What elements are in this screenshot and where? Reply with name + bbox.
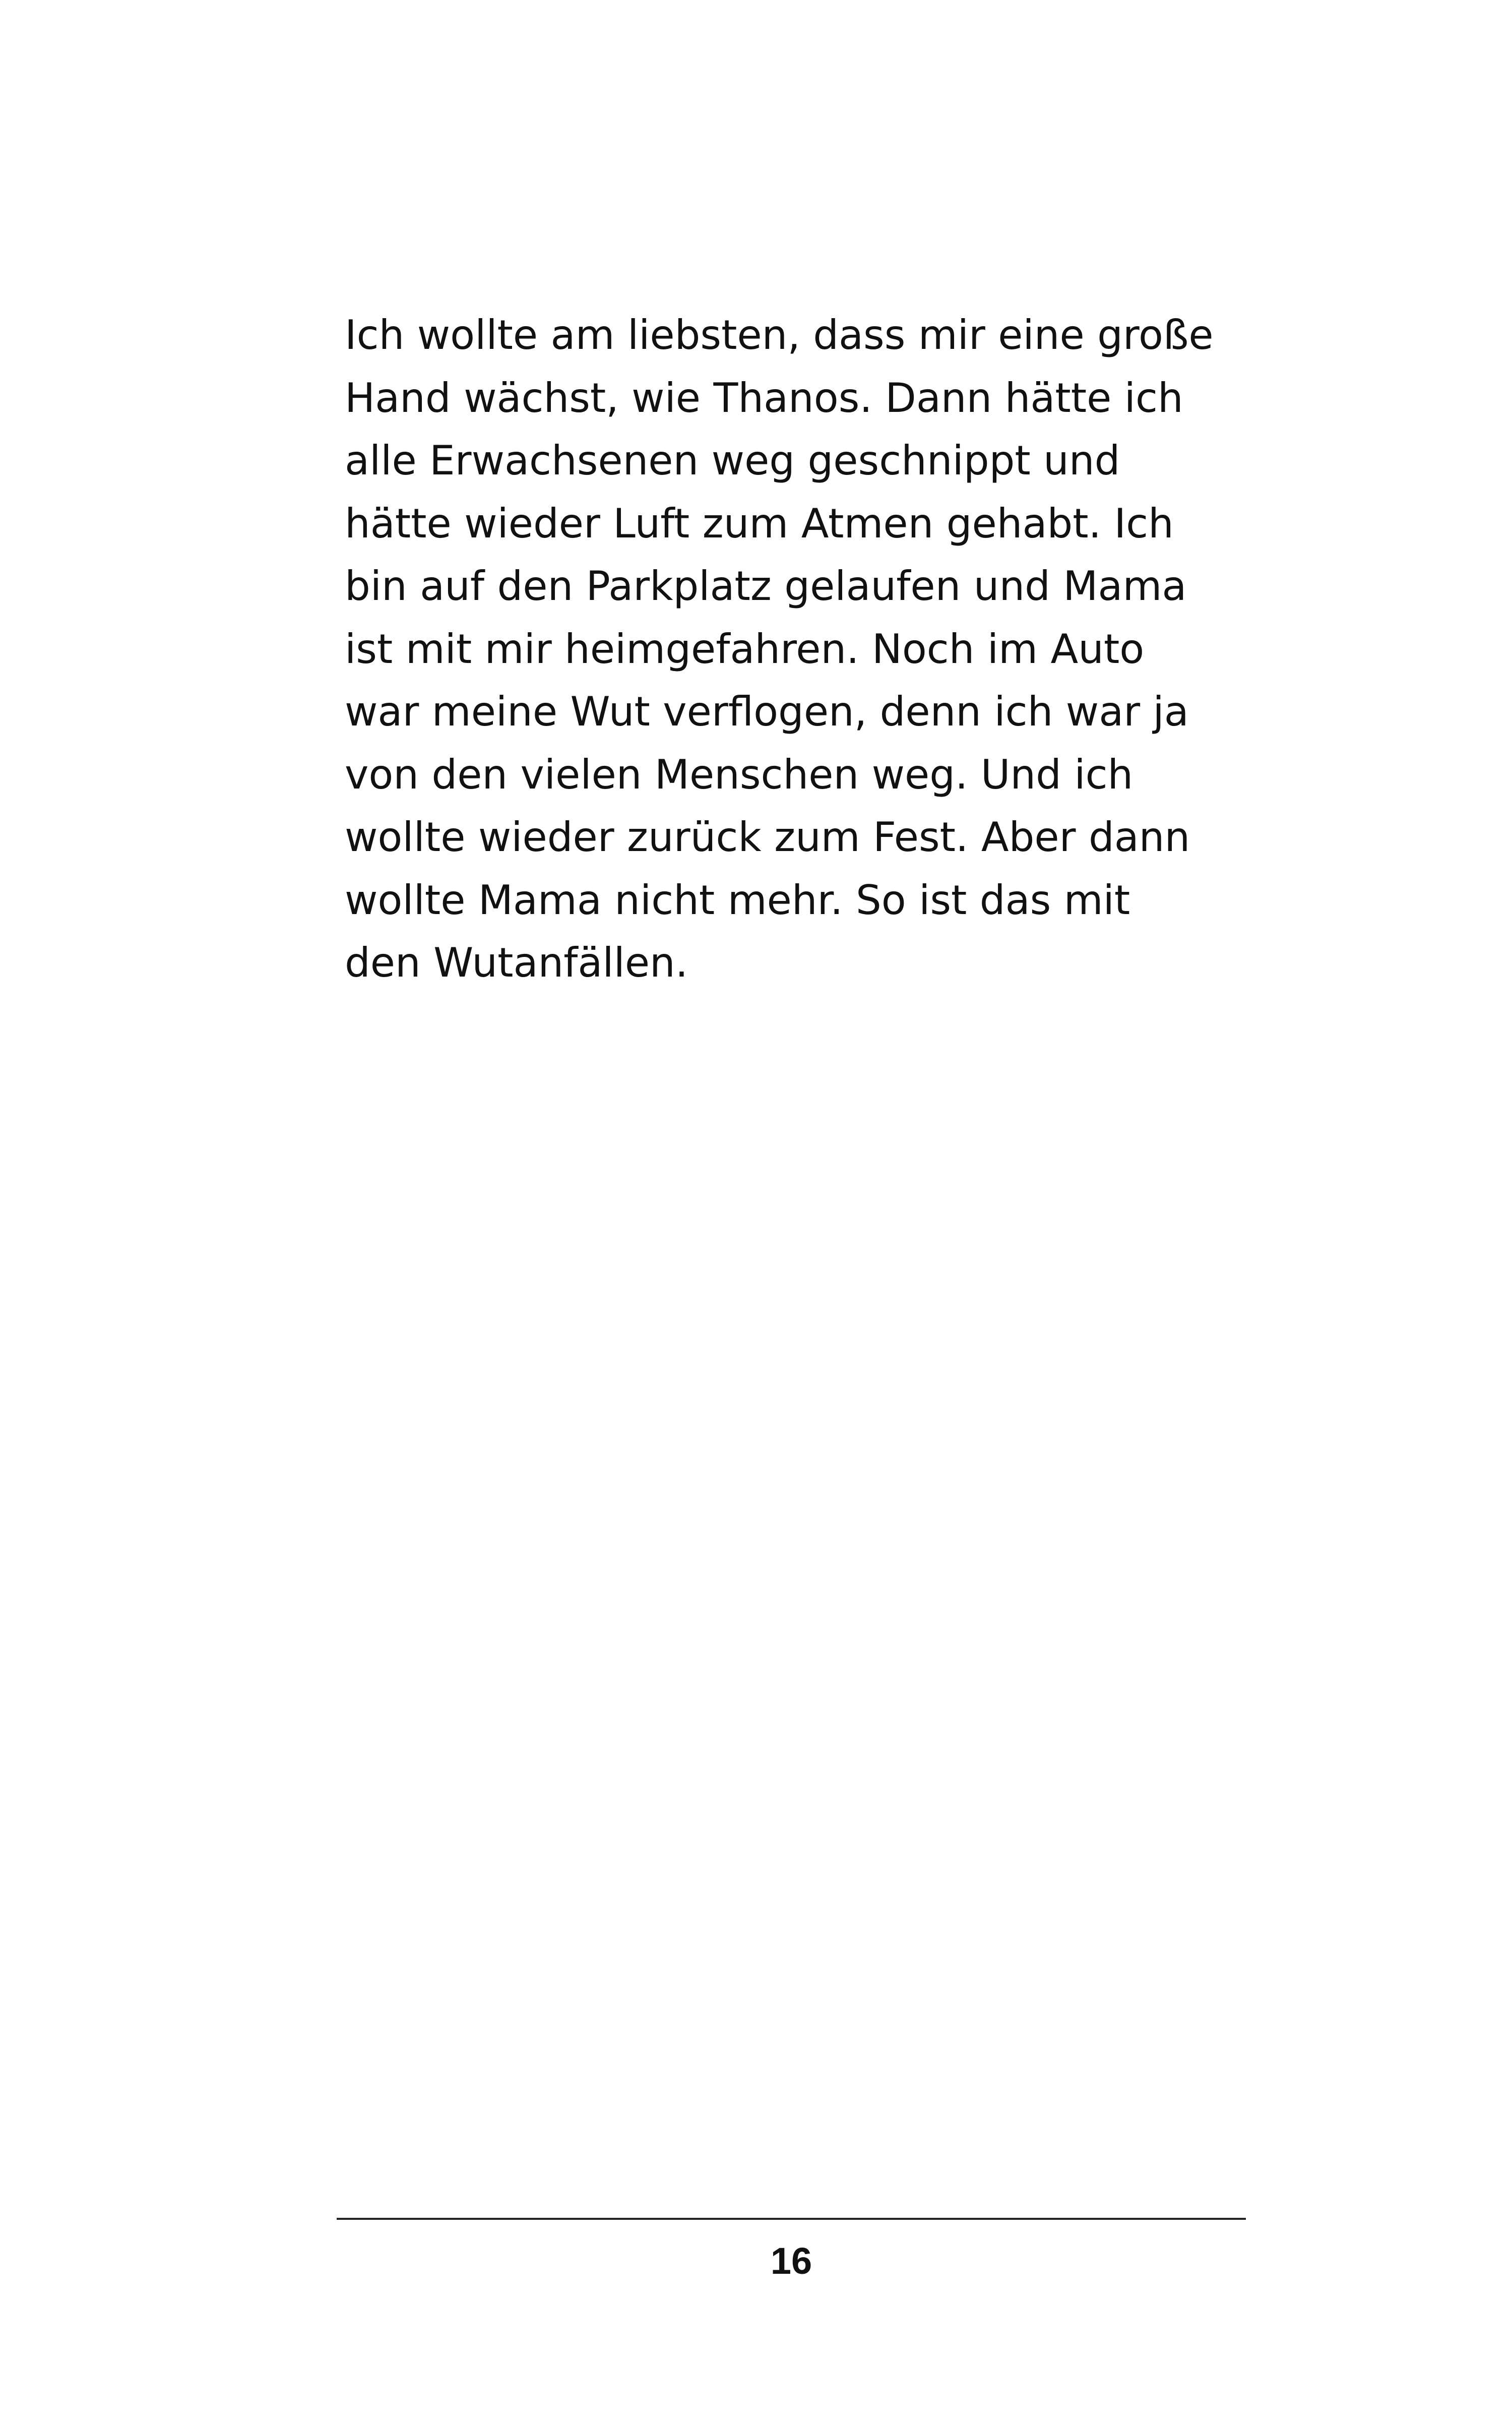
text-line: alle Erwachsenen weg geschnippt und bbox=[345, 437, 1120, 484]
text-line: wollte wieder zurück zum Fest. Aber dann bbox=[345, 814, 1190, 861]
text-line: von den vielen Menschen weg. Und ich bbox=[345, 751, 1133, 798]
text-line: den Wutanfällen. bbox=[345, 939, 688, 986]
text-line: war meine Wut verflogen, denn ich war ja bbox=[345, 688, 1189, 735]
body-paragraph bbox=[345, 304, 1252, 995]
text-line: bin auf den Parkplatz gelaufen und Mama bbox=[345, 563, 1187, 610]
page-number: 16 bbox=[770, 2240, 812, 2282]
text-line: wollte Mama nicht mehr. So ist das mit bbox=[345, 876, 1130, 924]
text-line: hätte wieder Luft zum Atmen gehabt. Ich bbox=[345, 500, 1174, 547]
text-line: Ich wollte am liebsten, dass mir eine große bbox=[345, 312, 1214, 358]
footer-divider bbox=[337, 2218, 1246, 2220]
text-line: Hand wächst, wie Thanos. Dann hätte ich bbox=[345, 374, 1183, 421]
text-line: ist mit mir heimgefahren. Noch im Auto bbox=[345, 625, 1145, 673]
